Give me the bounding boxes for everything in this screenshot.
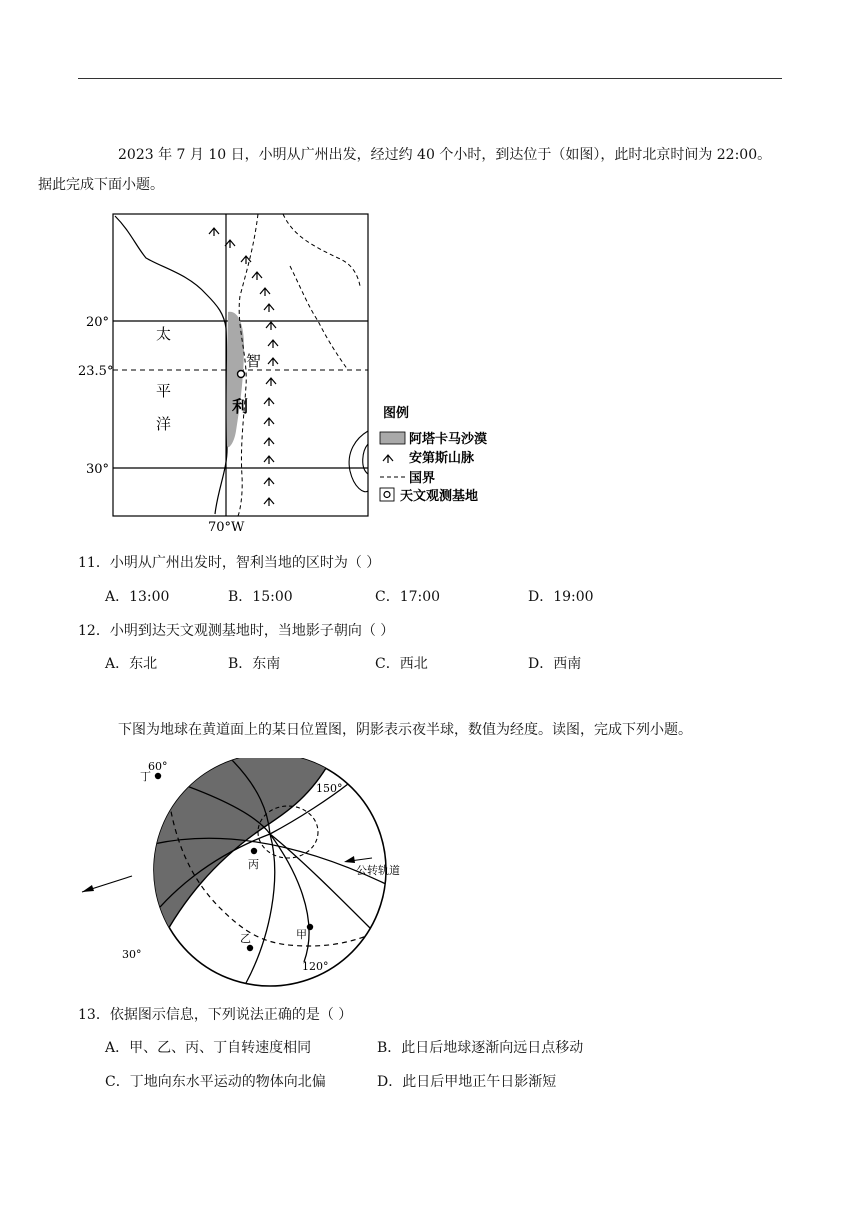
question-12-stem: 12．小明到达天文观测基地时，当地影子朝向（ ） [78,623,395,639]
q12-option-d: D．西南 [528,656,582,672]
ocean-char-1: 太 [156,325,172,343]
country-char-2: 利 [232,397,249,416]
globe-diagram [70,758,430,992]
label-30: 30° [122,948,142,961]
label-jia: 甲 [296,928,307,941]
legend-title: 图例 [383,406,410,421]
coast-east-2 [363,444,368,474]
point-ding [155,773,161,779]
coastline [115,216,227,514]
q11-option-b: B．15:00 [228,589,293,605]
question-13-options-row-2 [105,1071,805,1091]
chile-map [78,206,538,538]
label-150: 150° [316,782,343,795]
lat-label-20: 20° [86,315,110,330]
q13-option-d: D．此日后甲地正午日影渐短 [377,1074,557,1090]
point-yi [247,945,253,951]
point-jia [307,924,313,930]
desert-swatch-icon [380,432,405,444]
passage-2: 下图为地球在黄道面上的某日位置图，阴影表示夜半球，数值为经度。读图，完成下列小题。 [118,722,692,738]
country-char-1: 智 [246,352,262,370]
coast-east [349,431,368,492]
question-13-stem: 13．依据图示信息，下列说法正确的是（ ） [78,1007,353,1023]
q12-option-a: A．东北 [105,656,158,672]
passage-1 [38,140,788,200]
legend-label-border: 国界 [409,471,436,486]
lon-label: 70°W [208,520,245,535]
legend-label-mountain: 安第斯山脉 [409,451,475,466]
point-bing [251,848,257,854]
label-bing: 丙 [248,858,259,871]
q11-option-a: A．13:00 [105,589,170,605]
question-11-options [105,586,805,606]
q13-option-b: B．此日后地球逐渐向远日点移动 [377,1040,584,1056]
passage-1-line-1: 2023 年 7 月 10 日，小明从广州出发，经过约 40 个小时，到达位于（如图），此时北京时间为 22:00。 [118,147,772,163]
header-rule [78,78,782,79]
label-ding: 丁 [140,770,151,783]
orbit-label: 公转轨道 [356,864,400,877]
ocean-char-2: 平 [156,382,172,400]
question-12-options [105,653,805,673]
ocean-char-3: 洋 [156,415,172,433]
border-bolivia [290,266,348,370]
q11-option-c: C．17:00 [375,589,441,605]
q13-option-a: A．甲、乙、丙、丁自转速度相同 [105,1040,312,1056]
q11-option-d: D．19:00 [528,589,594,605]
circle-dot-icon [384,492,390,498]
q12-option-b: B．东南 [228,656,281,672]
mountain-symbol-icon [383,455,393,463]
andes-mountains [209,228,278,506]
q13-option-c: C．丁地向东水平运动的物体向北偏 [105,1074,326,1090]
label-60: 60° [148,760,168,773]
q12-option-c: C．西北 [375,656,428,672]
lat-label-23: 23.5° [78,364,114,379]
label-yi: 乙 [240,932,251,945]
observatory-marker [238,371,245,378]
lat-label-30: 30° [86,462,110,477]
passage-1-line-2: 据此完成下面小题。 [38,177,164,193]
label-120: 120° [302,960,329,973]
legend-label-desert: 阿塔卡马沙漠 [409,432,488,447]
legend-label-observatory: 天文观测基地 [400,489,479,504]
orbit-arrow-left-head [82,885,94,892]
question-11-stem: 11．小明从广州出发时，智利当地的区时为（ ） [78,555,381,571]
question-13-options-row-1 [105,1037,805,1057]
